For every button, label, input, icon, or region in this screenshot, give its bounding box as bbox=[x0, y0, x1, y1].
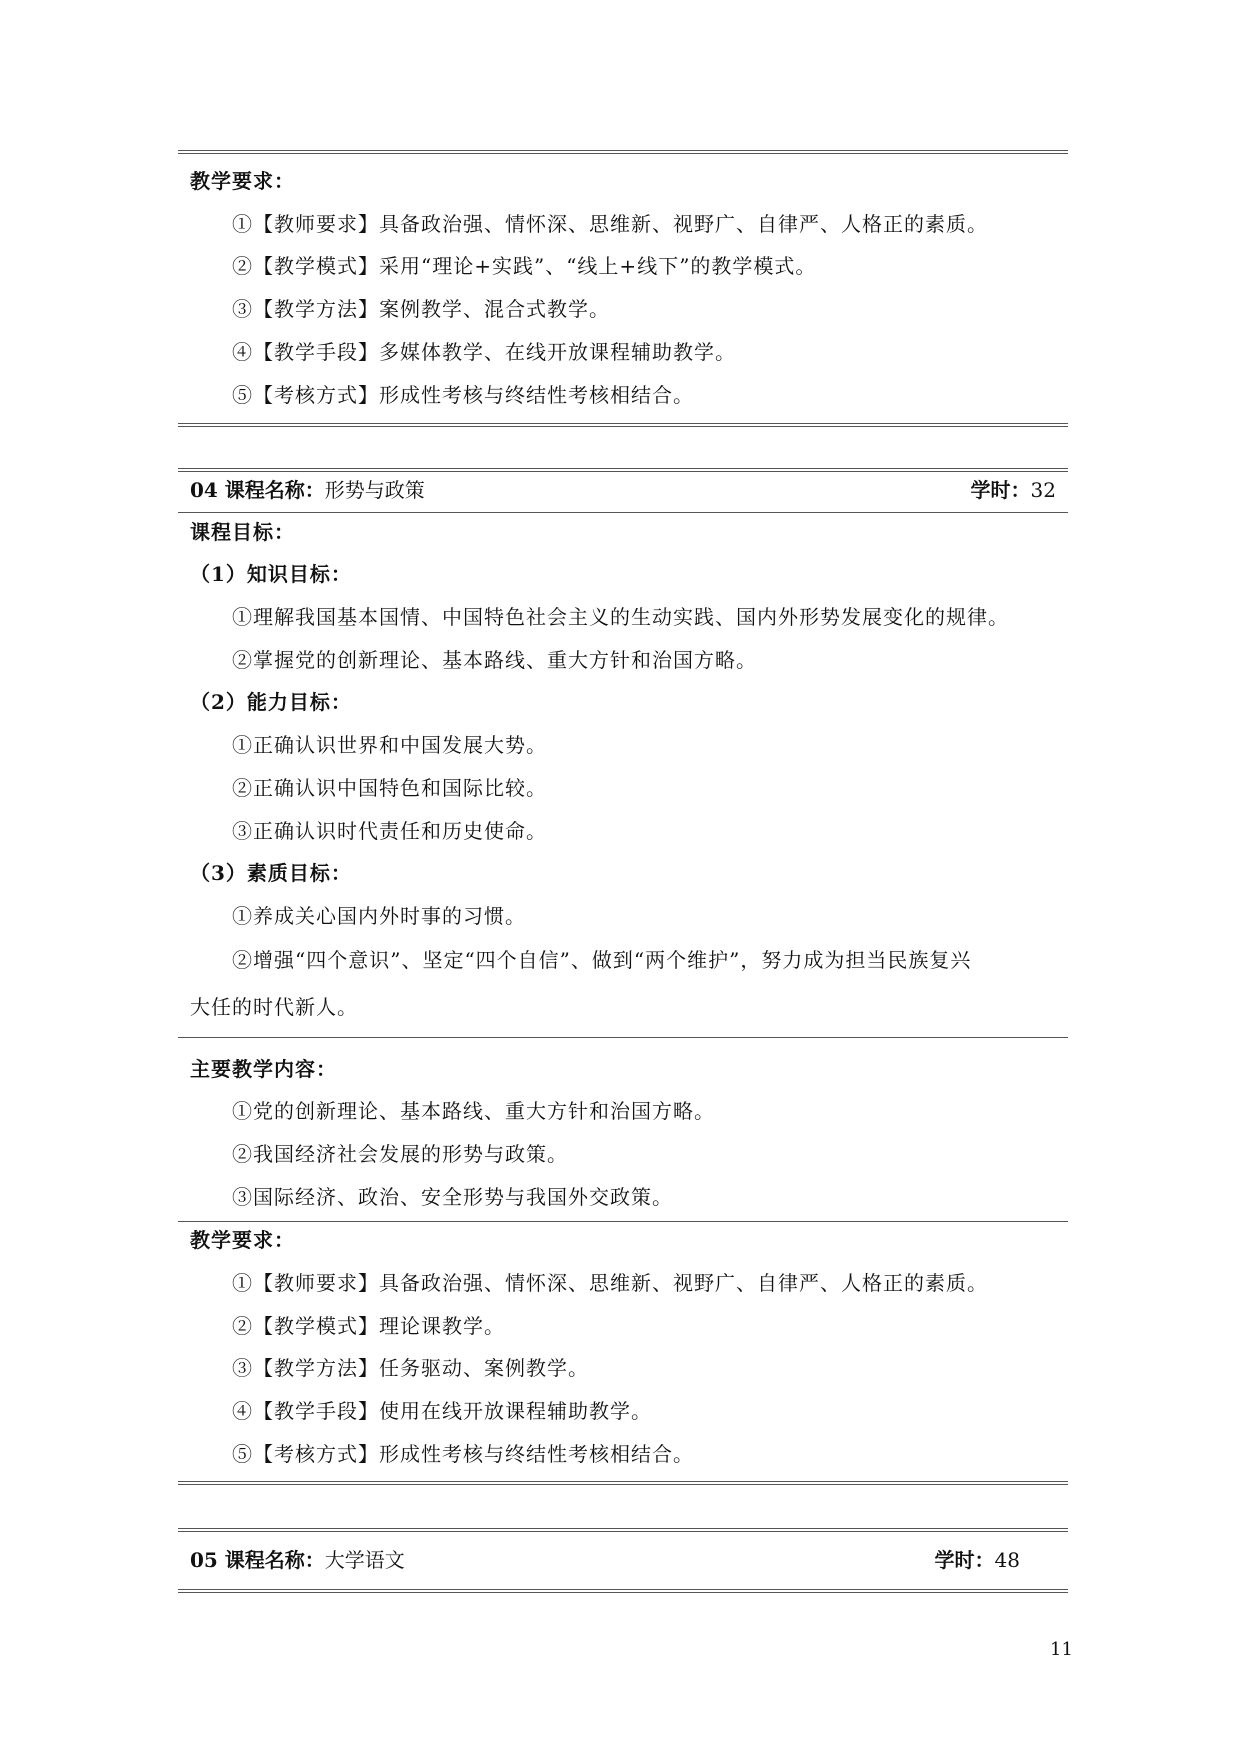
teaching-requirements-heading: 教学要求： bbox=[190, 1228, 295, 1252]
requirement-item: ④【教学手段】使用在线开放课程辅助教学。 bbox=[232, 1399, 652, 1423]
quality-goal-item: ②增强“四个意识”、坚定“四个自信”、做到“两个维护”，努力成为担当民族复兴 bbox=[232, 948, 972, 972]
requirement-item: ②【教学模式】理论课教学。 bbox=[232, 1314, 505, 1338]
ability-goal-heading: （2）能力目标： bbox=[190, 690, 352, 714]
content-item: ①党的创新理论、基本路线、重大方针和治国方略。 bbox=[232, 1099, 715, 1123]
course-hours-label: 学时： bbox=[970, 478, 1031, 502]
section-divider bbox=[178, 512, 1068, 513]
ability-goal-item: ②正确认识中国特色和国际比较。 bbox=[232, 776, 547, 800]
course-04-header bbox=[190, 475, 1056, 505]
section-divider-double bbox=[178, 1481, 1068, 1485]
content-item: ③国际经济、政治、安全形势与我国外交政策。 bbox=[232, 1185, 673, 1209]
section-divider bbox=[178, 1221, 1068, 1222]
section-divider-double bbox=[178, 150, 1068, 154]
quality-goal-item-continued: 大任的时代新人。 bbox=[190, 995, 358, 1019]
knowledge-goal-heading: （1）知识目标： bbox=[190, 562, 352, 586]
course-hours-value: 48 bbox=[994, 1548, 1020, 1572]
section-divider-double bbox=[178, 468, 1068, 472]
section-divider-double bbox=[178, 1528, 1068, 1532]
requirement-item: ③【教学方法】案例教学、混合式教学。 bbox=[232, 297, 610, 321]
course-name-value: 形势与政策 bbox=[324, 478, 425, 502]
requirement-item: ⑤【考核方式】形成性考核与终结性考核相结合。 bbox=[232, 1442, 694, 1466]
section-divider-double bbox=[178, 423, 1068, 427]
teaching-requirements-heading: 教学要求： bbox=[190, 169, 295, 193]
section-divider-double bbox=[178, 1589, 1068, 1593]
course-name-label: 05 课程名称： bbox=[190, 1548, 325, 1572]
quality-goal-heading: （3）素质目标： bbox=[190, 861, 352, 885]
page-number: 11 bbox=[1050, 1639, 1073, 1660]
requirement-item: ③【教学方法】任务驱动、案例教学。 bbox=[232, 1356, 589, 1380]
course-hours-label: 学时： bbox=[934, 1548, 995, 1572]
course-05-header bbox=[190, 1545, 1020, 1575]
knowledge-goal-item: ②掌握党的创新理论、基本路线、重大方针和治国方略。 bbox=[232, 648, 757, 672]
ability-goal-item: ①正确认识世界和中国发展大势。 bbox=[232, 733, 547, 757]
requirement-item: ①【教师要求】具备政治强、情怀深、思维新、视野广、自律严、人格正的素质。 bbox=[232, 212, 988, 236]
requirement-item: ①【教师要求】具备政治强、情怀深、思维新、视野广、自律严、人格正的素质。 bbox=[232, 1271, 988, 1295]
course-hours-value: 32 bbox=[1030, 478, 1056, 502]
ability-goal-item: ③正确认识时代责任和历史使命。 bbox=[232, 819, 547, 843]
requirement-item: ⑤【考核方式】形成性考核与终结性考核相结合。 bbox=[232, 383, 694, 407]
requirement-item: ②【教学模式】采用“理论+实践”、“线上+线下”的教学模式。 bbox=[232, 254, 817, 278]
course-name-value: 大学语文 bbox=[324, 1548, 405, 1572]
main-content-heading: 主要教学内容： bbox=[190, 1057, 337, 1081]
course-goal-heading: 课程目标： bbox=[190, 520, 295, 544]
content-item: ②我国经济社会发展的形势与政策。 bbox=[232, 1142, 568, 1166]
quality-goal-item: ①养成关心国内外时事的习惯。 bbox=[232, 904, 526, 928]
knowledge-goal-item: ①理解我国基本国情、中国特色社会主义的生动实践、国内外形势发展变化的规律。 bbox=[232, 605, 1009, 629]
course-name-label: 04 课程名称： bbox=[190, 478, 325, 502]
requirement-item: ④【教学手段】多媒体教学、在线开放课程辅助教学。 bbox=[232, 340, 736, 364]
section-divider bbox=[178, 1037, 1068, 1038]
